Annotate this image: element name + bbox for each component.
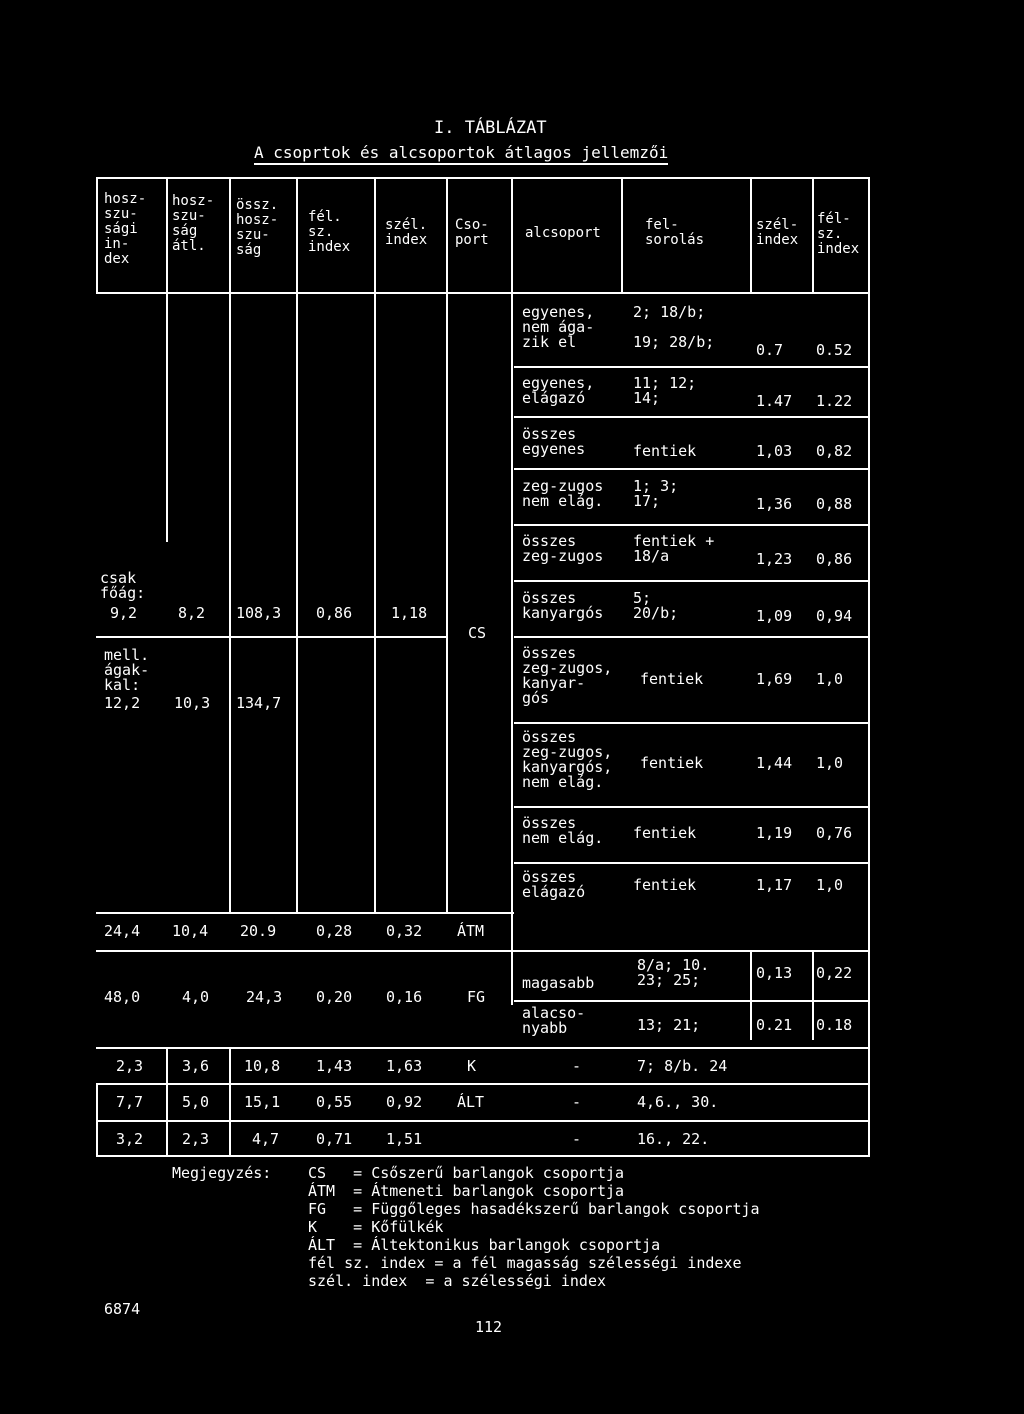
header-half-width-index-2: fél- sz. index bbox=[817, 211, 860, 257]
listing-10: fentiek bbox=[633, 876, 697, 894]
width-8: 1,44 bbox=[756, 754, 793, 772]
halfwidth-8: 1,0 bbox=[816, 754, 844, 772]
col-divider bbox=[511, 177, 513, 1005]
listing-9: fentiek bbox=[633, 824, 697, 842]
alt-listing: 4,6., 30. bbox=[637, 1093, 719, 1111]
note-line: ÁTM = Átmeneti barlangok csoportja bbox=[308, 1182, 625, 1200]
listing-3: fentiek bbox=[633, 442, 697, 460]
col-divider bbox=[812, 950, 814, 1040]
fg-total-length: 24,3 bbox=[246, 988, 283, 1006]
col-divider bbox=[166, 1047, 168, 1155]
halfwidth-5: 0,86 bbox=[816, 550, 853, 568]
col-divider bbox=[229, 1047, 231, 1155]
table-bottom-border bbox=[96, 1155, 868, 1157]
k-subgroup: - bbox=[572, 1057, 582, 1075]
side-branch-label: mell. ágak- kal: bbox=[104, 646, 150, 694]
k-width-index: 1,63 bbox=[386, 1057, 423, 1075]
fg-subgroup-lower: alacso- nyabb bbox=[522, 1004, 586, 1037]
alt-subgroup: - bbox=[572, 1093, 582, 1111]
halfwidth-7: 1,0 bbox=[816, 670, 844, 688]
header-listing: fel- sorolás bbox=[645, 217, 705, 248]
listing-6: 5; 20/b; bbox=[633, 589, 679, 622]
table-title: I. TÁBLÁZAT bbox=[434, 118, 547, 138]
listing-1: 2; 18/b; 19; 28/b; bbox=[633, 303, 715, 351]
alt-avg-length: 5,0 bbox=[182, 1093, 210, 1111]
side-branch-avg-length: 10,3 bbox=[174, 694, 211, 712]
atm-half-width-index: 0,28 bbox=[316, 922, 353, 940]
side-branch-length-index: 12,2 bbox=[104, 694, 141, 712]
fg-length-index: 48,0 bbox=[104, 988, 141, 1006]
fg-listing-lower: 13; 21; bbox=[637, 1016, 701, 1034]
row-divider bbox=[514, 416, 868, 418]
k-listing: 7; 8/b. 24 bbox=[637, 1057, 728, 1075]
header-subgroup: alcsoport bbox=[525, 225, 601, 241]
last-total-length: 4,7 bbox=[252, 1130, 280, 1148]
fg-width-lower: 0.21 bbox=[756, 1016, 793, 1034]
cs-half-width-index: 0,86 bbox=[316, 604, 353, 622]
subgroup-1: egyenes, nem ága- zik el bbox=[522, 303, 595, 351]
subgroup-8: összes zeg-zugos, kanyargós, nem elág. bbox=[522, 728, 613, 791]
row-divider bbox=[514, 468, 868, 470]
last-length-index: 3,2 bbox=[116, 1130, 144, 1148]
header-avg-length: hosz- szu- ság átl. bbox=[172, 193, 215, 254]
atm-total-length: 20.9 bbox=[240, 922, 277, 940]
cs-width-index: 1,18 bbox=[391, 604, 428, 622]
col-divider bbox=[229, 177, 231, 912]
width-10: 1,17 bbox=[756, 876, 793, 894]
width-4: 1,36 bbox=[756, 495, 793, 513]
fg-half-width-index: 0,20 bbox=[316, 988, 353, 1006]
col-divider bbox=[166, 177, 168, 542]
halfwidth-9: 0,76 bbox=[816, 824, 853, 842]
width-7: 1,69 bbox=[756, 670, 793, 688]
main-branch-label: csak főág: bbox=[100, 569, 146, 602]
table-right-border bbox=[868, 177, 870, 1157]
width-9: 1,19 bbox=[756, 824, 793, 842]
alt-total-length: 15,1 bbox=[244, 1093, 281, 1111]
col-divider bbox=[750, 177, 752, 292]
fg-listing-higher: 8/a; 10. 23; 25; bbox=[637, 956, 710, 989]
table-top-border bbox=[96, 177, 870, 179]
alt-length-index: 7,7 bbox=[116, 1093, 144, 1111]
fg-subgroup-higher: magasabb bbox=[522, 974, 595, 992]
k-length-index: 2,3 bbox=[116, 1057, 144, 1075]
halfwidth-10: 1,0 bbox=[816, 876, 844, 894]
alt-width-index: 0,92 bbox=[386, 1093, 423, 1111]
halfwidth-4: 0,88 bbox=[816, 495, 853, 513]
group-k: K bbox=[467, 1057, 477, 1075]
last-half-width-index: 0,71 bbox=[316, 1130, 353, 1148]
table-left-border bbox=[96, 177, 98, 292]
header-width-index: szél. index bbox=[385, 217, 428, 248]
width-6: 1,09 bbox=[756, 607, 793, 625]
subgroup-3: összes egyenes bbox=[522, 425, 586, 458]
note-line: FG = Függőleges hasadékszerű barlangok csoportja bbox=[308, 1200, 760, 1218]
col-divider bbox=[446, 177, 448, 912]
note-line: fél sz. index = a fél magasság szélességi indexe bbox=[308, 1254, 742, 1272]
subgroup-9: összes nem elág. bbox=[522, 814, 604, 847]
halfwidth-2: 1.22 bbox=[816, 392, 853, 410]
width-2: 1.47 bbox=[756, 392, 793, 410]
listing-4: 1; 3; 17; bbox=[633, 477, 679, 510]
last-listing: 16., 22. bbox=[637, 1130, 710, 1148]
last-avg-length: 2,3 bbox=[182, 1130, 210, 1148]
row-divider bbox=[96, 912, 514, 914]
last-subgroup: - bbox=[572, 1130, 582, 1148]
notes-label: Megjegyzés: bbox=[172, 1164, 272, 1182]
header-length-index: hosz- szu- sági in- dex bbox=[104, 191, 147, 267]
col-divider bbox=[296, 177, 298, 912]
fg-width-higher: 0,13 bbox=[756, 964, 793, 982]
fg-width-index: 0,16 bbox=[386, 988, 423, 1006]
header-bottom-border bbox=[96, 292, 870, 294]
last-width-index: 1,51 bbox=[386, 1130, 423, 1148]
alt-half-width-index: 0,55 bbox=[316, 1093, 353, 1111]
subgroup-6: összes kanyargós bbox=[522, 589, 604, 622]
subgroup-7: összes zeg-zugos, kanyar- gós bbox=[522, 644, 613, 707]
row-divider bbox=[96, 636, 448, 638]
subgroup-2: egyenes, elágazó bbox=[522, 374, 595, 407]
group-atm: ÁTM bbox=[457, 922, 485, 940]
subgroup-4: zeg-zugos nem elág. bbox=[522, 477, 604, 510]
k-total-length: 10,8 bbox=[244, 1057, 281, 1075]
listing-8: fentiek bbox=[640, 754, 704, 772]
row-divider bbox=[96, 1083, 868, 1085]
header-total-length: össz. hosz- szu- ság bbox=[236, 197, 279, 258]
header-half-width-index: fél. sz. index bbox=[308, 209, 351, 255]
header-group: Cso- port bbox=[455, 217, 489, 248]
listing-5: fentiek + 18/a bbox=[633, 532, 715, 565]
k-half-width-index: 1,43 bbox=[316, 1057, 353, 1075]
col-divider bbox=[750, 950, 752, 1040]
group-alt: ÁLT bbox=[457, 1093, 485, 1111]
page-number: 112 bbox=[475, 1318, 503, 1336]
table-left-border bbox=[96, 1083, 98, 1155]
fg-halfwidth-lower: 0.18 bbox=[816, 1016, 853, 1034]
row-divider bbox=[96, 950, 868, 952]
halfwidth-1: 0.52 bbox=[816, 341, 853, 359]
row-divider bbox=[514, 366, 868, 368]
note-line: CS = Csőszerű barlangok csoportja bbox=[308, 1164, 625, 1182]
main-branch-length-index: 9,2 bbox=[110, 604, 138, 622]
k-avg-length: 3,6 bbox=[182, 1057, 210, 1075]
col-divider bbox=[621, 177, 623, 292]
group-fg: FG bbox=[467, 988, 486, 1006]
subgroup-5: összes zeg-zugos bbox=[522, 532, 604, 565]
main-branch-avg-length: 8,2 bbox=[178, 604, 206, 622]
row-divider bbox=[514, 722, 868, 724]
table-subtitle: A csoprtok és alcsoportok átlagos jellemzői bbox=[254, 145, 668, 165]
fg-halfwidth-higher: 0,22 bbox=[816, 964, 853, 982]
row-divider bbox=[514, 636, 868, 638]
halfwidth-3: 0,82 bbox=[816, 442, 853, 460]
row-divider bbox=[514, 580, 868, 582]
note-line: szél. index = a szélességi index bbox=[308, 1272, 607, 1290]
width-5: 1,23 bbox=[756, 550, 793, 568]
subgroup-10: összes elágazó bbox=[522, 868, 586, 901]
side-branch-total-length: 134,7 bbox=[236, 694, 282, 712]
row-divider bbox=[96, 1120, 868, 1122]
width-1: 0.7 bbox=[756, 341, 784, 359]
row-divider bbox=[96, 1047, 868, 1049]
halfwidth-6: 0,94 bbox=[816, 607, 853, 625]
row-divider bbox=[514, 524, 868, 526]
listing-2: 11; 12; 14; bbox=[633, 374, 697, 407]
col-divider bbox=[374, 177, 376, 912]
header-width-index-2: szél- index bbox=[756, 217, 799, 248]
row-divider bbox=[514, 806, 868, 808]
main-branch-total-length: 108,3 bbox=[236, 604, 282, 622]
width-3: 1,03 bbox=[756, 442, 793, 460]
atm-avg-length: 10,4 bbox=[172, 922, 209, 940]
note-line: K = Kőfülkék bbox=[308, 1218, 444, 1236]
col-divider bbox=[812, 177, 814, 292]
row-divider bbox=[514, 862, 868, 864]
atm-length-index: 24,4 bbox=[104, 922, 141, 940]
atm-width-index: 0,32 bbox=[386, 922, 423, 940]
note-line: ÁLT = Áltektonikus barlangok csoportja bbox=[308, 1236, 661, 1254]
listing-7: fentiek bbox=[640, 670, 704, 688]
row-divider bbox=[514, 1000, 868, 1002]
fg-avg-length: 4,0 bbox=[182, 988, 210, 1006]
group-cs: CS bbox=[468, 624, 487, 642]
side-number: 6874 bbox=[104, 1300, 141, 1318]
